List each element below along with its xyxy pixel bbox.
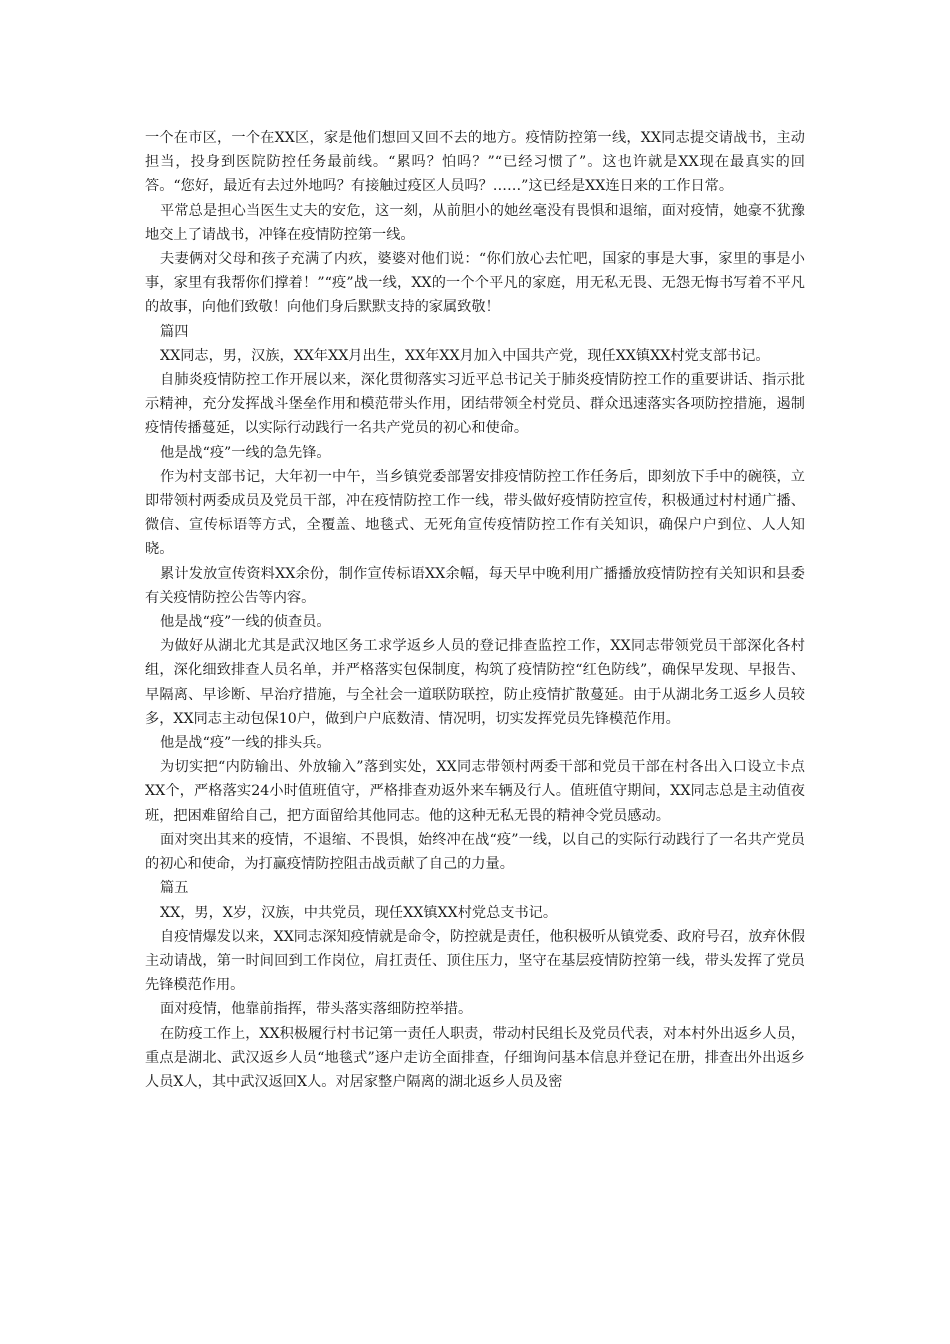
subheading: 面对疫情，他靠前指挥，带头落实落细防控举措。 (160, 1001, 473, 1018)
paragraph: 为做好从湖北尤其是武汉地区务工求学返乡人员的登记排查监控工作，XX同志带领党员干部深化各村组，深化细致排查人员名单，并严格落实包保制度，构筑了疫情防控“红色防线”，确保早发现、早报告、早隔离、早诊断、早治疗措施，与全社会一道联防联控，防止疫情扩散蔓延。由于从湖北务工返乡人员较多，XX同志主动包保10户，做到户户底数清、情况明，切实发挥党员先锋模范作用。 (145, 638, 805, 727)
paragraph: XX同志，男，汉族，XX年XX月出生，XX年XX月加入中国共产党，现任XX镇XX村党支部书记。 (160, 347, 770, 364)
document-page (145, 126, 805, 1094)
paragraph: 自肺炎疫情防控工作开展以来，深化贯彻落实习近平总书记关于肺炎疫情防控工作的重要讲话、指示批示精神，充分发挥战斗堡垒作用和模范带头作用，团结带领全村党员、群众迅速落实各项防控措施，遏制疫情传播蔓延，以实际行动践行一名共产党员的初心和使命。 (145, 372, 805, 437)
paragraph: 一个在市区，一个在XX区，家是他们想回又回不去的地方。疫情防控第一线，XX同志提交请战书，主动担当，投身到医院防控任务最前线。“累吗？怕吗？”“已经习惯了”。这也许就是XX现在最真实的回答。“您好，最近有去过外地吗？有接触过疫区人员吗？……”这已经是XX连日来的工作日常。 (145, 130, 805, 195)
paragraph: 平常总是担心当医生丈夫的安危，这一刻，从前胆小的她丝毫没有畏惧和退缩，面对疫情，她豪不犹豫地交上了请战书，冲锋在疫情防控第一线。 (145, 202, 805, 243)
subheading: 他是战“疫”一线的排头兵。 (160, 735, 331, 752)
section-heading: 篇四 (160, 323, 189, 340)
paragraph: 自疫情爆发以来，XX同志深知疫情就是命令，防控就是责任，他积极听从镇党委、政府号召，放弃休假主动请战，第一时间回到工作岗位，肩扛责任、顶住压力，坚守在基层疫情防控第一线，带头发挥了党员先锋模范作用。 (145, 928, 805, 994)
paragraph: 累计发放宣传资料XX余份，制作宣传标语XX余幅，每天早中晚利用广播播放疫情防控有关知识和县委有关疫情防控公告等内容。 (145, 565, 805, 606)
subheading: 他是战“疫”一线的急先锋。 (160, 444, 331, 461)
paragraph: 在防疫工作上，XX积极履行村书记第一责任人职责，带动村民组长及党员代表，对本村外出返乡人员，重点是湖北、武汉返乡人员“地毯式”逐户走访全面排查，仔细询问基本信息并登记在册，排查出外出返乡人员X人，其中武汉返回X人。对居家整户隔离的湖北返乡人员及密 (145, 1025, 805, 1090)
paragraph: 为切实把“内防输出、外放输入”落到实处，XX同志带领村两委干部和党员干部在村各出入口设立卡点XX个，严格落实24小时值班值守，严格排查劝返外来车辆及行人。值班值守期间，XX同志总是主动值夜班，把困难留给自己，把方面留给其他同志。他的这种无私无畏的精神令党员感动。 (145, 759, 805, 824)
subheading: 他是战“疫”一线的侦查员。 (160, 614, 331, 631)
paragraph: 夫妻俩对父母和孩子充满了内疚，婆婆对他们说：“你们放心去忙吧，国家的事是大事，家里的事是小事，家里有我帮你们撑着！”“疫”战一线，XX的一个个平凡的家庭，用无私无畏、无怨无悔书写着不平凡的故事，向他们致敬！向他们身后默默支持的家属致敬！ (145, 251, 805, 316)
paragraph: XX，男，X岁，汉族，中共党员，现任XX镇XX村党总支书记。 (160, 904, 558, 921)
paragraph: 面对突出其来的疫情，不退缩、不畏惧，始终冲在战“疫”一线，以自己的实际行动践行了一名共产党员的初心和使命，为打赢疫情防控阻击战贡献了自己的力量。 (145, 831, 805, 873)
section-heading: 篇五 (160, 880, 189, 897)
paragraph: 作为村支部书记，大年初一中午，当乡镇党委部署安排疫情防控工作任务后，即刻放下手中的碗筷，立即带领村两委成员及党员干部，冲在疫情防控工作一线，带头做好疫情防控宣传，积极通过村村通广播、微信、宣传标语等方式，全覆盖、地毯式、无死角宣传疫情防控工作有关知识，确保户户到位、人人知晓。 (145, 468, 805, 558)
